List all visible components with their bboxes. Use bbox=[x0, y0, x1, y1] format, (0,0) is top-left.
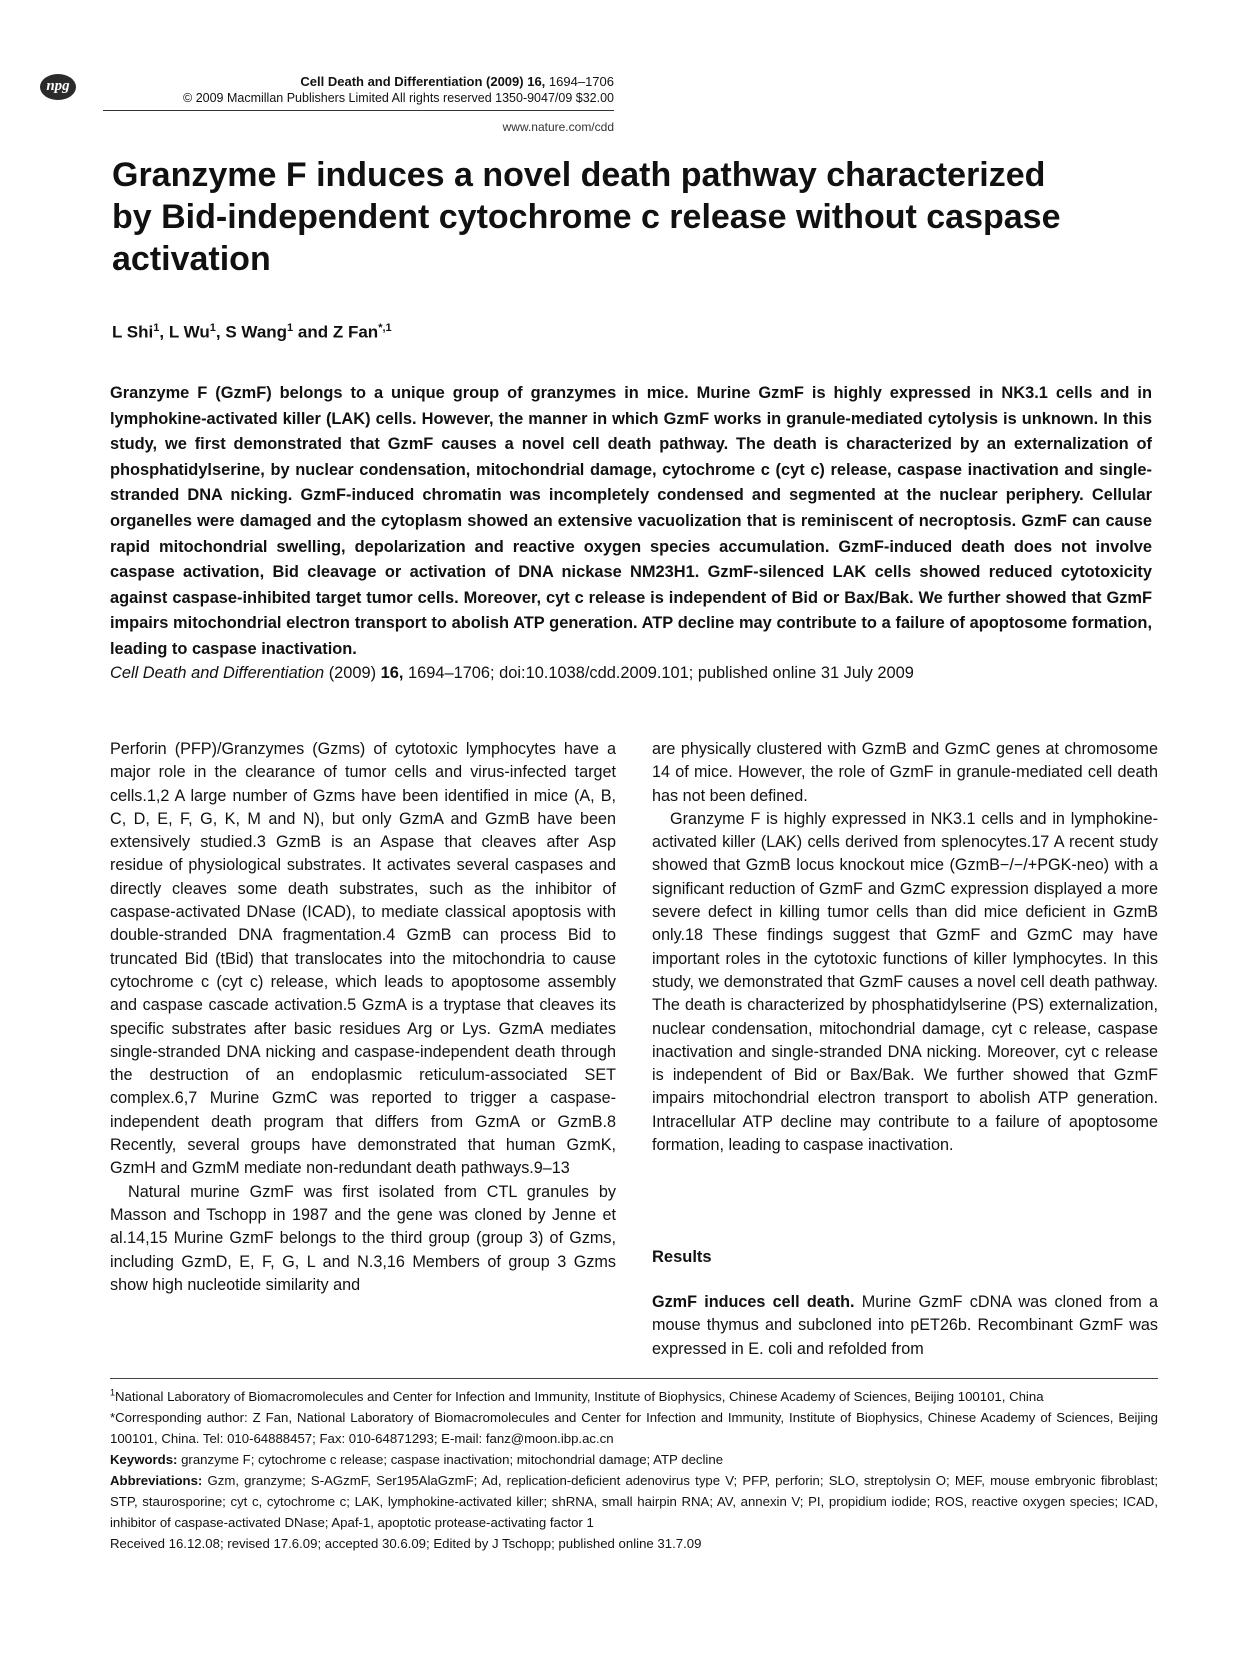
corresponding-author: *Corresponding author: Z Fan, National Laboratory of Biomacromolecules and Center for Infection and Immunity, Institute of Biophysics, Chinese Academy of Sciences, Beijing 100101, China. Tel: 010-64888457; Fax: 010-64871293; E-mail: fanz@moon.ibp.ac.cn bbox=[110, 1410, 1158, 1446]
received-dates: Received 16.12.08; revised 17.6.09; accepted 30.6.09; Edited by J Tschopp; published online 31.7.09 bbox=[110, 1536, 702, 1551]
journal-name: Cell Death and Differentiation (2009) 16, bbox=[300, 74, 546, 89]
copyright-line: © 2009 Macmillan Publishers Limited All rights reserved 1350-9047/09 $32.00 bbox=[183, 91, 614, 105]
section-heading-results: Results bbox=[652, 1248, 712, 1266]
citation-journal: Cell Death and Differentiation bbox=[110, 664, 325, 682]
body-paragraph: Granzyme F is highly expressed in NK3.1 cells and in lymphokine-activated killer (LAK) cells derived from splenocytes.17 A recent study showed that GzmB locus knockout mice (GzmB−/−/+PGK-neo) with a significant reduction of GzmF and GzmC expression displayed a more severe defect in killing tumor cells than did mice deficient in GzmB only.18 These findings suggest that GzmF and GzmC may have important roles in the cytotoxic functions of killer lymphocytes. In this study, we demonstrated that GzmF causes a novel cell death pathway. The death is characterized by phosphatidylserine (PS) externalization, nuclear condensation, mitochondrial damage, cyt c release, caspase inactivation and single-stranded DNA nicking. Moreover, cyt c release is independent of Bid or Bax/Bak. We further showed that GzmF impairs mitochondrial electron transport to abolish ATP generation. Intracellular ATP decline may contribute to a failure of apoptosome formation, leading to caspase inactivation. bbox=[652, 809, 1158, 1155]
body-column-left bbox=[110, 738, 616, 1297]
results-paragraph: GzmF induces cell death. Murine GzmF cDNA was cloned from a mouse thymus and subcloned into pET26b. Recombinant GzmF was expressed in E. coli and refolded from bbox=[652, 1293, 1158, 1358]
abstract: Granzyme F (GzmF) belongs to a unique group of granzymes in mice. Murine GzmF is highly expressed in NK3.1 cells and in lymphokine-activated killer (LAK) cells. However, the manner in which GzmF works in granule-mediated cytolysis is unknown. In this study, we first demonstrated that GzmF causes a novel cell death pathway. The death is characterized by an externalization of phosphatidylserine, by nuclear condensation, mitochondrial damage, cytochrome c (cyt c) release, caspase inactivation and single-stranded DNA nicking. GzmF-induced chromatin was incompletely condensed and segmented at the nuclear periphery. Cellular organelles were damaged and the cytoplasm showed an extensive vacuolization that is reminiscent of necroptosis. GzmF can cause rapid mitochondrial swelling, depolarization and reactive oxygen species accumulation. GzmF-induced death does not involve caspase activation, Bid cleavage or activation of DNA nickase NM23H1. GzmF-silenced LAK cells showed reduced cytotoxicity against caspase-inhibited target tumor cells. Moreover, cyt c release is independent of Bid or Bax/Bak. We further showed that GzmF impairs mitochondrial electron transport to abolish ATP generation. ATP decline may contribute to a failure of apoptosome formation, leading to caspase inactivation. bbox=[110, 384, 1152, 658]
author: L Shi bbox=[112, 322, 154, 342]
abbreviations: Abbreviations: Gzm, granzyme; S-AGzmF, Ser195AlaGzmF; Ad, replication-deficient adenovirus type V; PFP, perforin; SLO, streptolysin O; MEF, mouse embryonic fibroblast; STP, staurosporine; cyt c, cytochrome c; LAK, lymphokine-activated killer; shRNA, small hairpin RNA; AV, annexin V; PI, propidium iodide; ROS, reactive oxygen species; ICAD, inhibitor of caspase-activated DNase; Apaf-1, apoptotic protease-activating factor 1 bbox=[110, 1473, 1158, 1530]
article-title: Granzyme F induces a novel death pathway characterized by Bid-independent cytochrome c release without caspase activation bbox=[112, 156, 1061, 278]
journal-url[interactable]: www.nature.com/cdd bbox=[502, 120, 614, 134]
subsection-heading: GzmF induces cell death. bbox=[652, 1293, 855, 1311]
affiliation: $^1$National Laboratory of Biomacromolecules and Center for Infection and Immunity, Institute of Biophysics, Chinese Academy of Sciences, Beijing 100101, China bbox=[110, 1387, 1044, 1404]
body-paragraph: Perforin (PFP)/Granzymes (Gzms) of cytotoxic lymphocytes have a major role in the clearance of tumor cells and virus-infected target cells.1,2 A large number of Gzms have been identified in mice (A, B, C, D, E, F, G, K, M and N), but only GzmA and GzmB have been extensively studied.3 GzmB is an Aspase that cleaves after Asp residue of physiological substrates. It activates several caspases and directly cleaves some death substrates, such as the inhibitor of caspase-activated DNase (ICAD), to mediate classical apoptosis with double-stranded DNA fragmentation.4 GzmB can process Bid to truncated Bid (tBid) that translocates into the mitochondria to cause cytochrome c (cyt c) release, which leads to apoptosome assembly and caspase cascade activation.5 GzmA is a tryptase that cleaves its specific substrates after basic residues Arg or Lys. GzmA mediates single-stranded DNA nicking and caspase-independent death through the destruction of an endoplasmic reticulum-associated SET complex.6,7 Murine GzmC was reported to trigger a caspase-independent death program that differs from GzmA or GzmB.8 Recently, several groups have demonstrated that human GzmK, GzmH and GzmM mediate non-redundant death pathways.9–13 bbox=[110, 740, 616, 1178]
keywords: Keywords: granzyme F; cytochrome c release; caspase inactivation; mitochondrial damage; ATP decline bbox=[110, 1452, 724, 1467]
journal-header bbox=[300, 74, 614, 89]
author-list: L Shi$^1$, L Wu$^1$, S Wang$^1$ and Z Fan$^{*,1}$ bbox=[112, 322, 392, 342]
npg-logo: npg bbox=[40, 74, 76, 100]
header-divider bbox=[103, 110, 614, 111]
journal-pages: 1694–1706 bbox=[548, 74, 614, 89]
footnote-divider bbox=[110, 1378, 1158, 1379]
body-column-right bbox=[652, 738, 1158, 1157]
author: L Wu bbox=[168, 322, 210, 342]
body-paragraph: are physically clustered with GzmB and GzmC genes at chromosome 14 of mice. However, the role of GzmF in granule-mediated cell death has not been defined. bbox=[652, 740, 1158, 805]
author: Z Fan bbox=[332, 322, 379, 342]
author: S Wang bbox=[225, 322, 288, 342]
body-paragraph: Natural murine GzmF was first isolated from CTL granules by Masson and Tschopp in 1987 and the gene was cloned by Jenne et al.14,15 Murine GzmF belongs to the third group (group 3) of Gzms, including GzmD, E, F, G, L and N.3,16 Members of group 3 Gzms show high nucleotide similarity and bbox=[110, 1182, 616, 1294]
citation-line: Cell Death and Differentiation (2009) 16, 1694–1706; doi:10.1038/cdd.2009.101; published online 31 July 2009 bbox=[110, 664, 914, 682]
footnotes bbox=[110, 1386, 1158, 1554]
